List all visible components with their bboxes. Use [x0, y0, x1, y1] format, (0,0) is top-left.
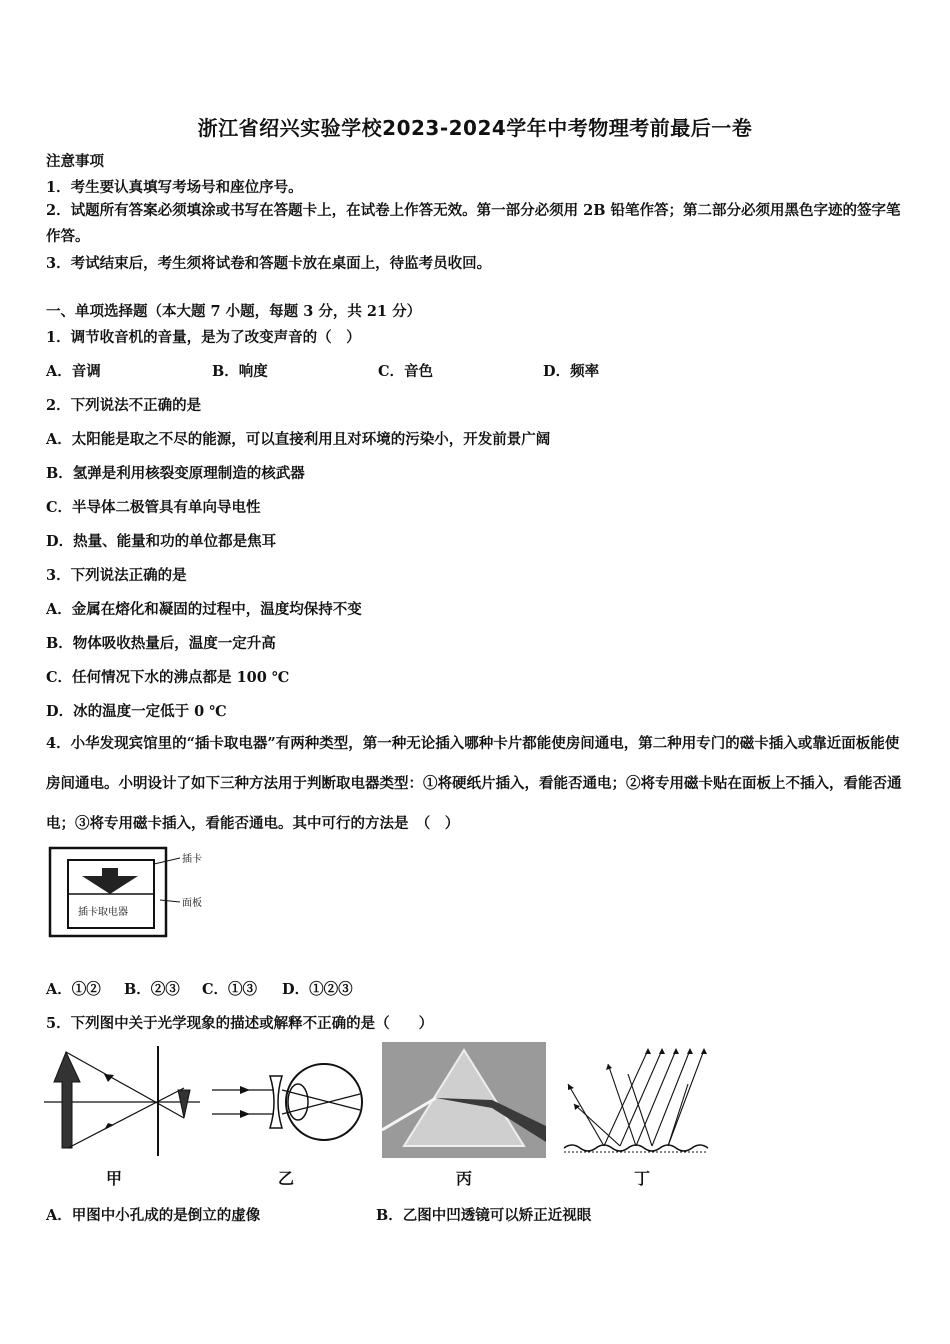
q1-option-a: A．音调 [46, 363, 101, 380]
section-heading: 一、单项选择题（本大题 7 小题，每题 3 分，共 21 分） [46, 303, 422, 320]
panel-label: 面板 [182, 898, 202, 909]
pinhole-figure [44, 1044, 200, 1159]
q1-option-c: C．音色 [378, 363, 434, 380]
prism-figure [382, 1042, 546, 1158]
q2-option-b: B．氢弹是利用核裂变原理制造的核武器 [46, 465, 305, 482]
q4-stem: 4．小华发现宾馆里的“插卡取电器”有两种类型，第一种无论插入哪种卡片都能使房间通电，第二种用专门的磁卡插入或靠近面板能使房间通电。小明设计了如下三种方法用于判断取电器类型：①将硬纸片插入，看能否通电；②将专用磁卡贴在面板上不插入，看能否通电；③将专用磁卡插入，看能否通电。其中可行的方法是 （ ） [46, 735, 902, 832]
q4-option-b: B．②③ [124, 981, 180, 998]
figure-label-bing: 丙 [456, 1169, 473, 1188]
q4-option-a: A．①② [46, 981, 101, 998]
q2-option-c: C．半导体二极管具有单向导电性 [46, 499, 261, 516]
q1-stem: 1．调节收音机的音量，是为了改变声音的（ ） [46, 329, 361, 346]
figure-label-yi: 乙 [278, 1169, 295, 1188]
q3-option-a: A．金属在熔化和凝固的过程中，温度均保持不变 [46, 601, 362, 618]
device-label: 插卡取电器 [78, 907, 128, 918]
q2-option-a: A．太阳能是取之不尽的能源，可以直接利用且对环境的污染小，开发前景广阔 [46, 431, 551, 448]
page-title: 浙江省绍兴实验学校2023-2024学年中考物理考前最后一卷 [197, 116, 753, 140]
q1-option-d: D．频率 [543, 363, 600, 380]
card-label: 插卡 [182, 854, 202, 865]
q2-stem: 2．下列说法不正确的是 [46, 397, 202, 414]
eye-lens-figure [212, 1050, 372, 1150]
q3-option-c: C．任何情况下水的沸点都是 100 ℃ [46, 669, 290, 686]
figure-label-ding: 丁 [634, 1169, 651, 1188]
q4-option-d: D．①②③ [282, 981, 353, 998]
q5-option-a: A．甲图中小孔成的是倒立的虚像 [46, 1207, 261, 1224]
q5-stem: 5．下列图中关于光学现象的描述或解释不正确的是（ ） [46, 1015, 434, 1032]
q3-option-d: D．冰的温度一定低于 0 ℃ [46, 703, 227, 720]
q1-option-b: B．响度 [212, 363, 268, 380]
notice-item-1: 1．考生要认真填写考场号和座位序号。 [46, 179, 303, 196]
notice-item-3: 3．考试结束后，考生须将试卷和答题卡放在桌面上，待监考员收回。 [46, 255, 492, 272]
q5-option-b: B．乙图中凹透镜可以矫正近视眼 [376, 1207, 592, 1224]
notice-item-2: 2．试题所有答案必须填涂或书写在答题卡上，在试卷上作答无效。第一部分必须用 2B 铅笔作答；第二部分必须用黑色字迹的签字笔作答。 [46, 202, 901, 245]
notice-heading: 注意事项 [46, 153, 104, 170]
q2-option-d: D．热量、能量和功的单位都是焦耳 [46, 533, 277, 550]
card-power-switch-figure [46, 842, 236, 942]
diffuse-reflection-figure [560, 1044, 710, 1156]
figure-label-jia: 甲 [106, 1169, 123, 1188]
q3-stem: 3．下列说法正确的是 [46, 567, 187, 584]
q4-option-c: C．①③ [202, 981, 258, 998]
q3-option-b: B．物体吸收热量后，温度一定升高 [46, 635, 276, 652]
